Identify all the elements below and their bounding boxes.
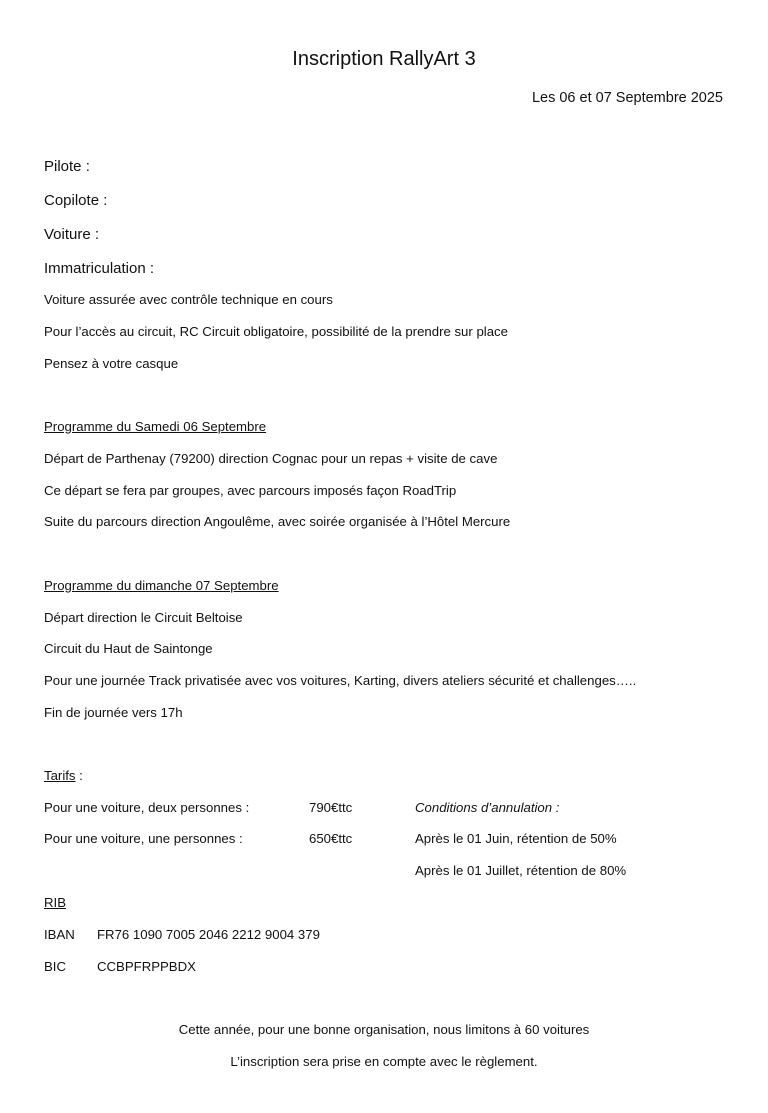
condition-line: Après le 01 Juillet, rétention de 80% [415, 863, 627, 878]
tarif-label: Pour une voiture, deux personnes : [44, 800, 250, 815]
note-rc-circuit: Pour l’accès au circuit, RC Circuit obligatoire, possibilité de la prendre sur place [44, 324, 508, 339]
sunday-heading: Programme du dimanche 07 Septembre [44, 578, 279, 593]
tarif-price: 790€ttc [309, 800, 353, 815]
field-copilote: Copilote : [44, 192, 108, 209]
bic-label: BIC [44, 959, 66, 974]
saturday-line: Départ de Parthenay (79200) direction Cognac pour un repas + visite de cave [44, 451, 498, 466]
tarif-label: Pour une voiture, une personnes : [44, 831, 243, 846]
field-pilote: Pilote : [44, 158, 90, 175]
conditions-heading: Conditions d’annulation : [415, 800, 560, 815]
note-casque: Pensez à votre casque [44, 356, 179, 371]
iban-label: IBAN [44, 927, 75, 942]
iban-value: FR76 1090 7005 2046 2212 9004 379 [97, 927, 320, 942]
sunday-line: Pour une journée Track privatisée avec vos voitures, Karting, divers ateliers sécurité et challenges….. [44, 673, 637, 688]
note-assurance: Voiture assurée avec contrôle technique en cours [44, 292, 333, 307]
event-date: Les 06 et 07 Septembre 2025 [531, 90, 723, 106]
footer-line: Cette année, pour une bonne organisation, nous limitons à 60 voitures [178, 1022, 590, 1037]
sunday-line: Circuit du Haut de Saintonge [44, 641, 213, 656]
rib-heading: RIB [44, 895, 66, 910]
tarifs-colon: : [75, 768, 83, 783]
footer-line: L’inscription sera prise en compte avec le règlement. [230, 1054, 538, 1069]
saturday-line: Ce départ se fera par groupes, avec parcours imposés façon RoadTrip [44, 483, 457, 498]
sunday-line: Départ direction le Circuit Beltoise [44, 610, 243, 625]
saturday-heading: Programme du Samedi 06 Septembre [44, 419, 267, 434]
saturday-line: Suite du parcours direction Angoulême, avec soirée organisée à l’Hôtel Mercure [44, 514, 511, 529]
bic-value: CCBPFRPPBDX [97, 959, 196, 974]
field-voiture: Voiture : [44, 226, 100, 243]
condition-line: Après le 01 Juin, rétention de 50% [415, 831, 617, 846]
tarifs-heading: Tarifs [44, 768, 76, 783]
document-title: Inscription RallyArt 3 [292, 48, 476, 70]
tarif-price: 650€ttc [309, 831, 353, 846]
tarifs-heading-row [44, 768, 83, 783]
field-immatriculation: Immatriculation : [44, 260, 155, 277]
sunday-line: Fin de journée vers 17h [44, 705, 183, 720]
